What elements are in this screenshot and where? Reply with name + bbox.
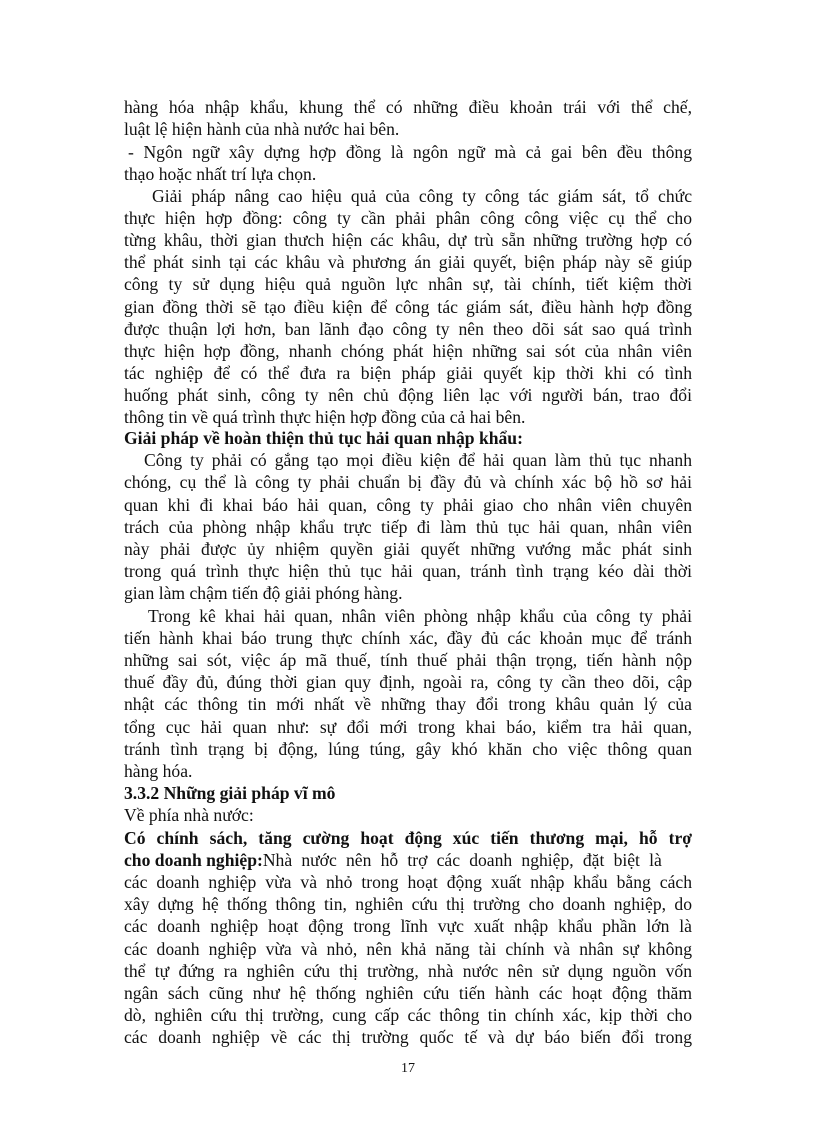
subheading-state-side: Về phía nhà nước: <box>124 805 254 825</box>
text-line: hàng hóa nhập khẩu, khung thể có những điều khoản trái với thể chế, <box>124 97 692 117</box>
text-line: thể phát sinh tại các khâu và phương án giải quyết, biện pháp này sẽ giúp <box>124 252 692 272</box>
text-line: nhật các thông tin mới nhất về những thay đổi trong khâu quản lý của <box>124 694 692 714</box>
text-line: thông tin về quá trình thực hiện hợp đồng của cả hai bên. <box>124 407 526 427</box>
text-line: Giải pháp nâng cao hiệu quả của công ty công tác giám sát, tổ chức <box>152 186 692 206</box>
text-line: hàng hóa. <box>124 761 193 781</box>
section-heading-customs: Giải pháp về hoàn thiện thủ tục hải quan nhập khẩu: <box>124 428 523 448</box>
text-line: thạo hoặc nhất trí lựa chọn. <box>124 164 317 184</box>
bold-lead-line: Có chính sách, tăng cường hoạt động xúc tiến thương mại, hỗ trợ <box>124 828 692 848</box>
text-line: chóng, cụ thể là công ty phải chuẩn bị đầy đủ và chính xác bộ hồ sơ hải <box>124 472 692 492</box>
text-line: tiến hành khai báo trung thực chính xác, đầy đủ các khoản mục để tránh <box>124 628 692 648</box>
text-line: - Ngôn ngữ xây dựng hợp đồng là ngôn ngữ mà cả gai bên đều thông <box>128 142 692 162</box>
text-line: các doanh nghiệp vừa và nhỏ trong hoạt động xuất nhập khẩu bằng cách <box>124 872 692 892</box>
text-line: các doanh nghiệp hoạt động trong lĩnh vực xuất nhập khẩu phần lớn là <box>124 916 692 936</box>
text-line: thực hiện hợp đồng: công ty cần phải phân công công việc cụ thể cho <box>124 208 692 228</box>
text-line: trách của phòng nhập khẩu trực tiếp đi làm thủ tục hải quan, nhân viên <box>124 517 692 537</box>
text-line: Công ty phải có gắng tạo mọi điều kiện để hải quan làm thủ tục nhanh <box>144 450 692 470</box>
text-line: quan khi đi khai báo hải quan, công ty phải giao cho nhân viên chuyên <box>124 495 692 515</box>
text-line: thực hiện hợp đồng, nhanh chóng phát hiện những sai sót của nhân viên <box>124 341 692 361</box>
text-line: xây dựng hệ thống thông tin, nghiên cứu thị trường cho doanh nghiệp, do <box>124 894 692 914</box>
text-line: huống phát sinh, công ty nên chủ động liên lạc với người bán, trao đổi <box>124 385 692 405</box>
text-line: từng khâu, thời gian thưch hiện các khâu, dự trù sẵn những trường hợp có <box>124 230 692 250</box>
text-line: ngân sách cũng như hệ thống nghiên cứu tiến hành các hoạt động thăm <box>124 983 692 1003</box>
text-line: dò, nghiên cứu thị trường, cung cấp các thông tin chính xác, kịp thời cho <box>124 1005 692 1025</box>
text-line: Trong kê khai hải quan, nhân viên phòng nhập khẩu của công ty phải <box>148 606 692 626</box>
text-line: các doanh nghiệp về các thị trường quốc tế và dự báo biến đổi trong <box>124 1027 692 1047</box>
text-line: luật lệ hiện hành của nhà nước hai bên. <box>124 119 400 139</box>
text-line: thể tự đứng ra nghiên cứu thị trường, nhà nước nên sử dụng nguồn vốn <box>124 961 692 981</box>
text-line-mixed <box>124 849 692 871</box>
text-line: này phải được ủy nhiệm quyền giải quyết những vướng mắc phát sinh <box>124 539 692 559</box>
text-line: tác nghiệp để có thể đưa ra biện pháp giải quyết kịp thời khi có tình <box>124 363 692 383</box>
bold-lead-end: cho doanh nghiệp: <box>124 850 263 870</box>
text-line: thuế đầy đủ, đúng thời gian quy định, ngoài ra, công ty cần theo dõi, cập <box>124 672 692 692</box>
text-run: Nhà nước nên hỗ trợ các doanh nghiệp, đặt biệt là <box>262 850 662 870</box>
section-heading-macro: 3.3.2 Những giải pháp vĩ mô <box>124 783 336 803</box>
text-line: công ty sử dụng hiệu quả nguồn lực nhân sự, tài chính, tiết kiệm thời <box>124 274 692 294</box>
text-line: những sai sót, việc áp mã thuế, tính thuế phải thận trọng, tiến hành nộp <box>124 650 692 670</box>
text-line: các doanh nghiệp vừa và nhỏ, nên khả năng tài chính và nhân sự không <box>124 939 692 959</box>
text-line: gian đồng thời sẽ tạo điều kiện để công tác giám sát, điều hành hợp đồng <box>124 297 692 317</box>
page-number: 17 <box>401 1061 415 1076</box>
text-line: tránh tình trạng bị động, lúng túng, gây khó khăn cho việc thông quan <box>124 739 692 759</box>
text-line: tổng cục hải quan như: sự đổi mới trong khai báo, kiểm tra hải quan, <box>124 717 692 737</box>
text-line: được thuận lợi hơn, ban lãnh đạo công ty nên theo dõi sát sao quá trình <box>124 319 692 339</box>
text-line: gian làm chậm tiến độ giải phóng hàng. <box>124 583 403 603</box>
text-line: trong quá trình thực hiện thủ tục hải quan, tránh tình trạng kéo dài thời <box>124 561 692 581</box>
